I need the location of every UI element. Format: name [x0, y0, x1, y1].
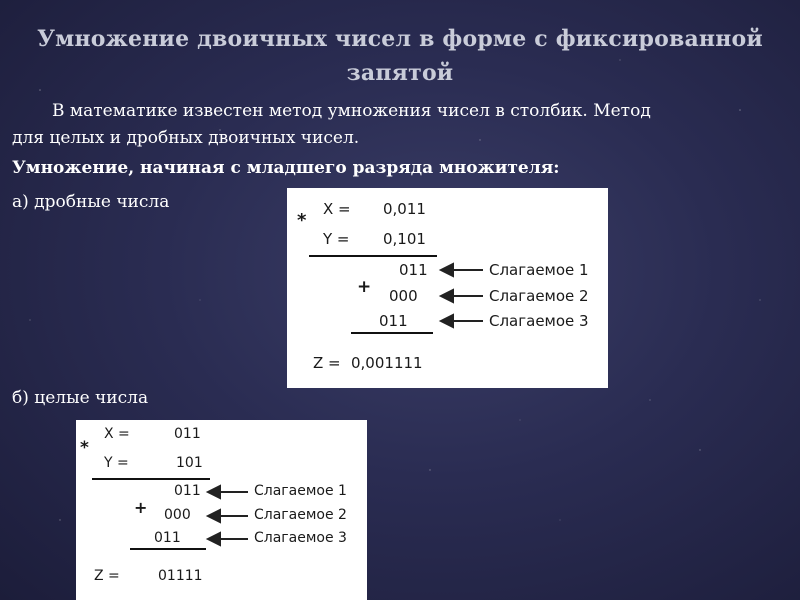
fractional-label: а) дробные числа: [12, 192, 170, 212]
addend-2: 000: [389, 287, 418, 305]
x-label: X =: [104, 426, 130, 442]
y-value: 0,101: [383, 230, 426, 248]
addend-label-3: Слагаемое 3: [489, 312, 589, 330]
z-value: 01111: [158, 568, 203, 584]
integer-multiplication-panel: [76, 420, 367, 600]
method-heading: Умножение, начиная с младшего разряда множителя:: [12, 158, 560, 178]
integer-label: б) целые числа: [12, 388, 149, 408]
addend-label-2: Слагаемое 2: [489, 287, 589, 305]
addend-label-3: Слагаемое 3: [254, 530, 347, 546]
x-value: 011: [174, 426, 201, 442]
slide-title: [0, 22, 800, 90]
slide-title-line-2: запятой: [346, 60, 454, 86]
z-label: Z =: [94, 568, 120, 584]
multiply-star: *: [80, 438, 89, 458]
addend-label-2: Слагаемое 2: [254, 507, 347, 523]
addend-1: 011: [174, 483, 201, 499]
y-label: Y =: [104, 455, 129, 471]
addend-1: 011: [399, 261, 428, 279]
z-label: Z =: [313, 354, 341, 372]
addend-3: 011: [379, 312, 408, 330]
addend-label-1: Слагаемое 1: [489, 261, 589, 279]
multiply-star: *: [297, 210, 307, 231]
addend-2: 000: [164, 507, 191, 523]
slide-title-line-1: Умножение двоичных чисел в форме с фиксированной: [37, 26, 763, 52]
plus-sign: +: [134, 498, 148, 517]
plus-sign: +: [357, 277, 372, 297]
x-value: 0,011: [383, 200, 426, 218]
intro-line-2: для целых и дробных двоичных чисел.: [12, 128, 360, 148]
intro-paragraph: [12, 98, 782, 152]
z-value: 0,001111: [351, 354, 423, 372]
addend-label-1: Слагаемое 1: [254, 483, 347, 499]
y-label: Y =: [323, 230, 350, 248]
fractional-multiplication-panel: [287, 188, 608, 388]
y-value: 101: [176, 455, 203, 471]
intro-line-1: В математике известен метод умножения чисел в столбик. Метод: [52, 101, 651, 121]
addend-3: 011: [154, 530, 181, 546]
x-label: X =: [323, 200, 351, 218]
